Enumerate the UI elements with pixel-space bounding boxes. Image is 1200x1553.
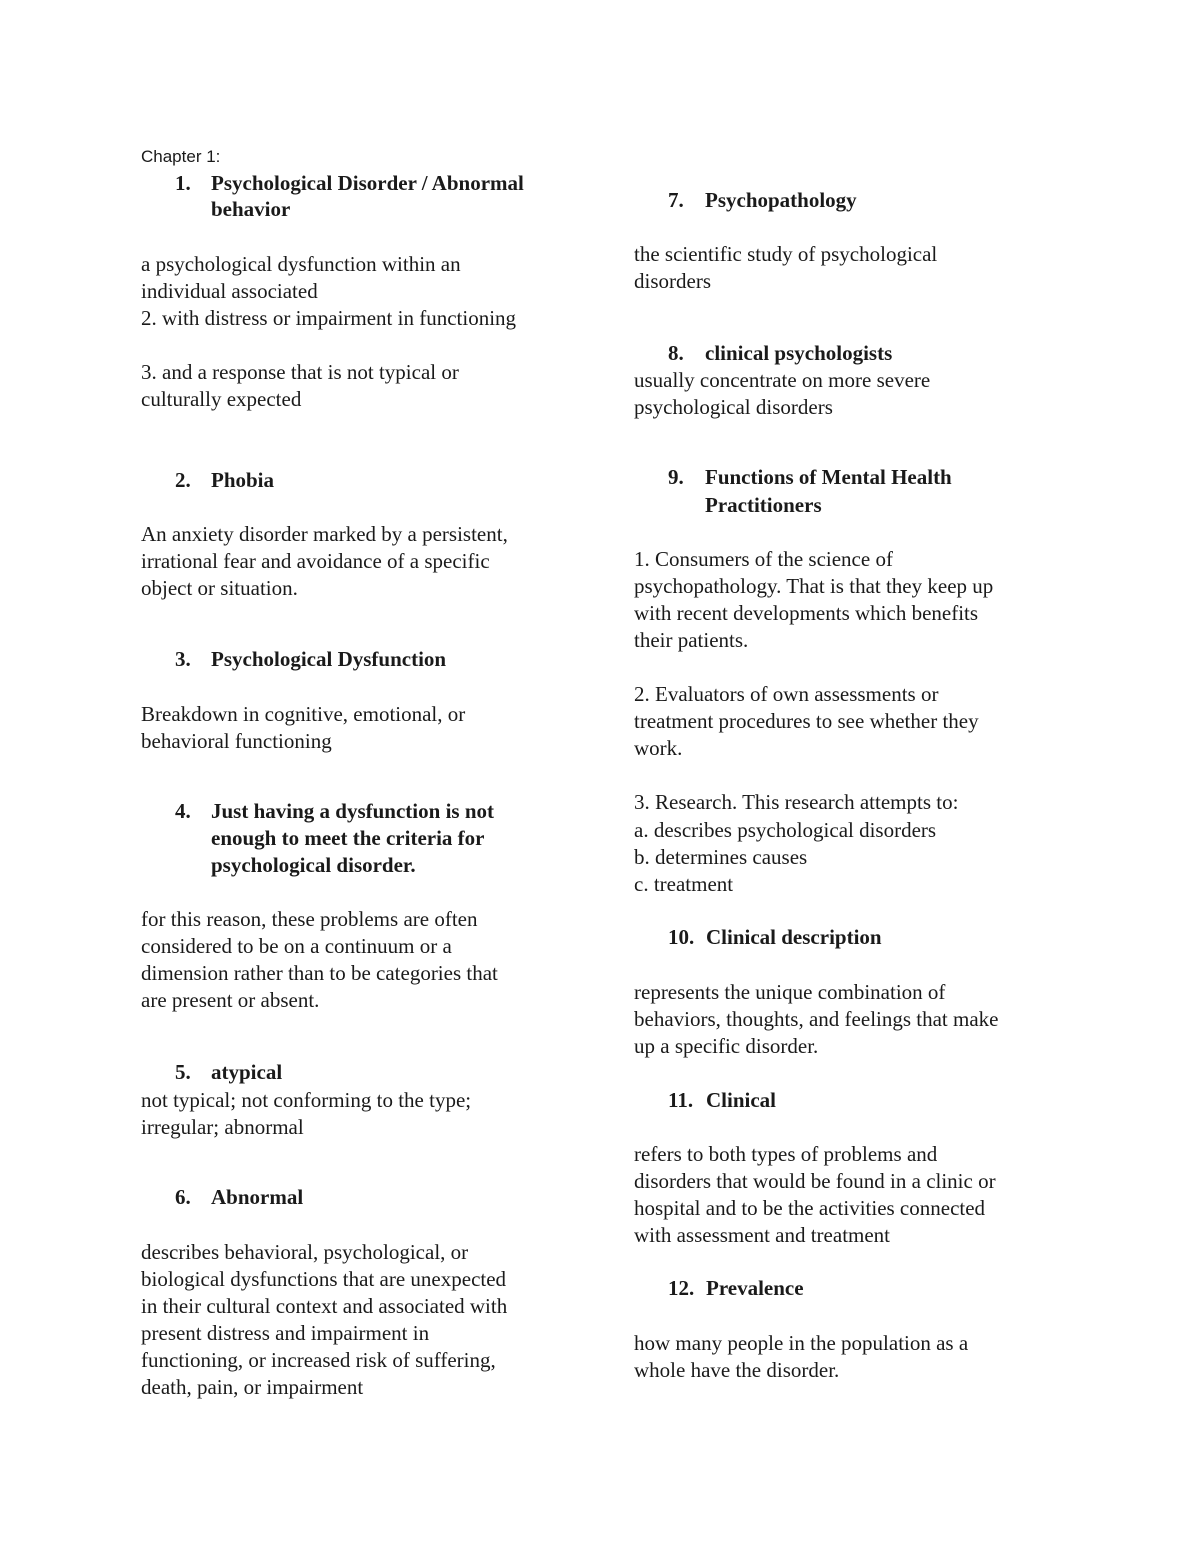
chapter-label: Chapter 1: bbox=[141, 147, 221, 166]
item-9-body-line-5: 2. Evaluators of own assessments or bbox=[634, 682, 939, 706]
item-1-heading-line-2: behavior bbox=[211, 197, 291, 221]
item-4-heading-line-2: enough to meet the criteria for bbox=[211, 826, 485, 850]
item-5-body-line-2: irregular; abnormal bbox=[141, 1115, 304, 1139]
item-10-body-line-2: behaviors, thoughts, and feelings that make bbox=[634, 1007, 999, 1031]
item-9-heading-line-1: Functions of Mental Health bbox=[705, 465, 952, 489]
item-4-body-line-2: considered to be on a continuum or a bbox=[141, 934, 452, 958]
item-11-body-line-4: with assessment and treatment bbox=[634, 1223, 891, 1247]
item-9-body-line-6: treatment procedures to see whether they bbox=[634, 709, 979, 733]
item-9-body-line-4: their patients. bbox=[634, 628, 749, 652]
item-5-heading: atypical bbox=[211, 1060, 283, 1084]
item-11-number: 11. bbox=[668, 1088, 694, 1112]
item-9-body-line-10: b. determines causes bbox=[634, 845, 808, 869]
item-6-body-line-1: describes behavioral, psychological, or bbox=[141, 1240, 469, 1264]
item-3-heading: Psychological Dysfunction bbox=[211, 647, 447, 671]
item-6-body-line-4: present distress and impairment in bbox=[141, 1321, 430, 1345]
item-9-body-line-7: work. bbox=[634, 736, 683, 760]
item-1-body-line-3: 2. with distress or impairment in functioning bbox=[141, 306, 517, 330]
item-11-body-line-1: refers to both types of problems and bbox=[634, 1142, 938, 1166]
item-8-number: 8. bbox=[668, 341, 684, 365]
item-11-body-line-3: hospital and to be the activities connected bbox=[634, 1196, 986, 1220]
item-9-body-line-9: a. describes psychological disorders bbox=[634, 818, 937, 842]
item-9-body-line-3: with recent developments which benefits bbox=[634, 601, 979, 625]
item-11-body-line-2: disorders that would be found in a clinic or bbox=[634, 1169, 996, 1193]
item-10-heading: Clinical description bbox=[706, 925, 882, 949]
item-8-body-line-2: psychological disorders bbox=[634, 395, 833, 419]
item-6-heading: Abnormal bbox=[211, 1185, 304, 1209]
item-3-body-line-1: Breakdown in cognitive, emotional, or bbox=[141, 702, 466, 726]
item-8-body-line-1: usually concentrate on more severe bbox=[634, 368, 931, 392]
item-10-body-line-3: up a specific disorder. bbox=[634, 1034, 819, 1058]
item-8-heading: clinical psychologists bbox=[705, 341, 893, 365]
item-7-number: 7. bbox=[668, 188, 684, 212]
item-9-body-line-11: c. treatment bbox=[634, 872, 734, 896]
item-5-body-line-1: not typical; not conforming to the type; bbox=[141, 1088, 472, 1112]
item-1-body-line-1: a psychological dysfunction within an bbox=[141, 252, 461, 276]
item-4-heading-line-3: psychological disorder. bbox=[211, 853, 416, 877]
item-9-heading-line-2: Practitioners bbox=[705, 493, 822, 517]
item-4-body-line-1: for this reason, these problems are often bbox=[141, 907, 478, 931]
item-4-number: 4. bbox=[175, 799, 191, 823]
item-5-number: 5. bbox=[175, 1060, 191, 1084]
item-12-number: 12. bbox=[668, 1276, 695, 1300]
item-1-body-line-2: individual associated bbox=[141, 279, 318, 303]
item-6-body-line-3: in their cultural context and associated with bbox=[141, 1294, 508, 1318]
item-12-heading: Prevalence bbox=[706, 1276, 804, 1300]
item-3-number: 3. bbox=[175, 647, 191, 671]
item-2-heading: Phobia bbox=[211, 468, 275, 492]
item-6-body-line-5: functioning, or increased risk of suffering, bbox=[141, 1348, 496, 1372]
item-6-body-line-2: biological dysfunctions that are unexpected bbox=[141, 1267, 507, 1291]
item-6-body-line-6: death, pain, or impairment bbox=[141, 1375, 364, 1399]
item-6-number: 6. bbox=[175, 1185, 191, 1209]
item-4-body-line-4: are present or absent. bbox=[141, 988, 320, 1012]
item-2-body-line-2: irrational fear and avoidance of a specific bbox=[141, 549, 490, 573]
item-4-body-line-3: dimension rather than to be categories that bbox=[141, 961, 498, 985]
item-4-heading-line-1: Just having a dysfunction is not bbox=[211, 799, 494, 823]
item-1-body-line-4: 3. and a response that is not typical or bbox=[141, 360, 459, 384]
item-2-body-line-3: object or situation. bbox=[141, 576, 298, 600]
item-9-body-line-1: 1. Consumers of the science of bbox=[634, 547, 893, 571]
item-9-number: 9. bbox=[668, 465, 684, 489]
item-11-heading: Clinical bbox=[706, 1088, 777, 1112]
item-12-body-line-2: whole have the disorder. bbox=[634, 1358, 840, 1382]
item-12-body-line-1: how many people in the population as a bbox=[634, 1331, 969, 1355]
item-1-heading-line-1: Psychological Disorder / Abnormal bbox=[211, 171, 524, 195]
item-10-number: 10. bbox=[668, 925, 695, 949]
item-2-body-line-1: An anxiety disorder marked by a persistent, bbox=[141, 522, 508, 546]
item-7-heading: Psychopathology bbox=[705, 188, 857, 212]
item-7-body-line-1: the scientific study of psychological bbox=[634, 242, 938, 266]
item-1-number: 1. bbox=[175, 171, 191, 195]
item-3-body-line-2: behavioral functioning bbox=[141, 729, 332, 753]
item-10-body-line-1: represents the unique combination of bbox=[634, 980, 946, 1004]
item-2-number: 2. bbox=[175, 468, 191, 492]
item-9-body-line-2: psychopathology. That is that they keep up bbox=[634, 574, 994, 598]
item-9-body-line-8: 3. Research. This research attempts to: bbox=[634, 790, 959, 814]
item-1-body-line-5: culturally expected bbox=[141, 387, 302, 411]
item-7-body-line-2: disorders bbox=[634, 269, 711, 293]
